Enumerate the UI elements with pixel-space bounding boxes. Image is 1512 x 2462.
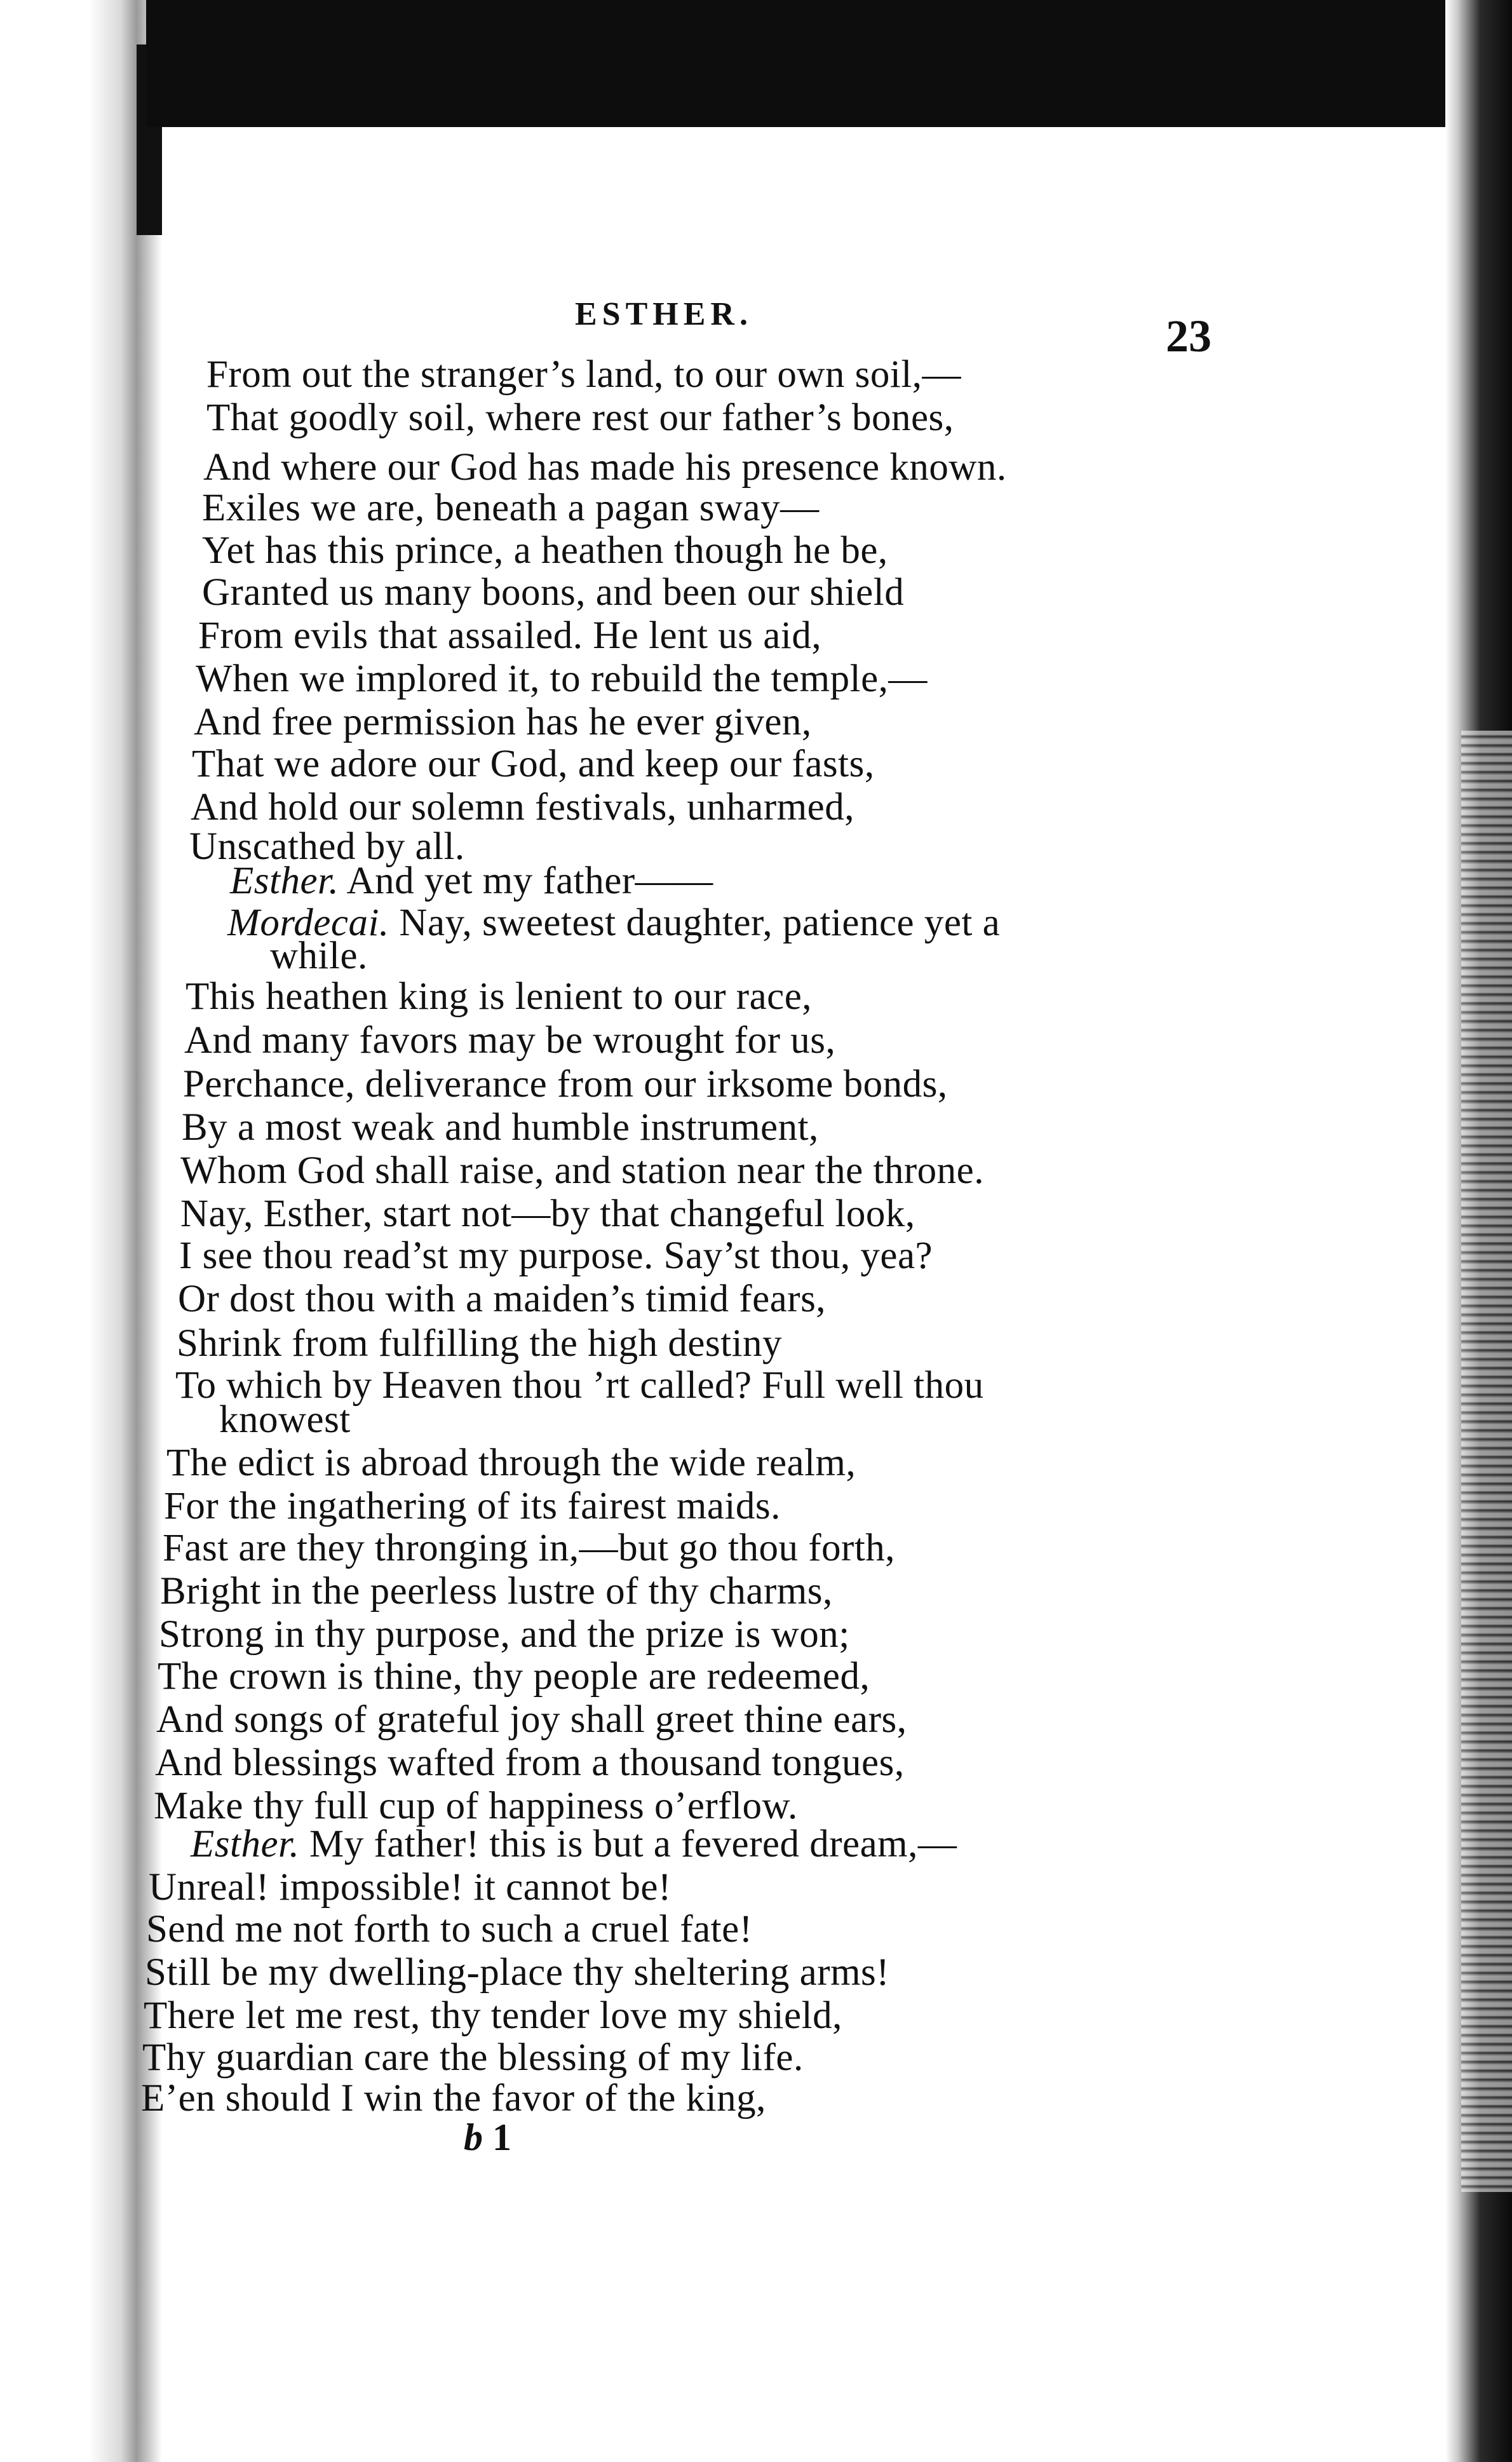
- text-line: Still be my dwelling-place thy sheltering arms!: [145, 1951, 890, 1994]
- text-line: Nay, Esther, start not—by that changeful look,: [180, 1193, 915, 1235]
- text-line: Fast are they thronging in,—but go thou forth,: [163, 1527, 896, 1569]
- text-line: When we implored it, to rebuild the temple,—: [196, 658, 928, 700]
- text-line: Mordecai. Nay, sweetest daughter, patience yet a: [227, 902, 1001, 944]
- text-line: Exiles we are, beneath a pagan sway—: [202, 487, 820, 529]
- text-line: while.: [270, 935, 368, 977]
- text-line: From out the stranger’s land, to our own soil,—: [206, 353, 962, 396]
- running-title: ESTHER.: [575, 296, 753, 332]
- text-line: Thy guardian care the blessing of my life.: [142, 2036, 804, 2079]
- text-line: And blessings wafted from a thousand tongues,: [155, 1742, 905, 1784]
- text-line: And songs of grateful joy shall greet thine ears,: [156, 1698, 907, 1741]
- text-line: Send me not forth to such a cruel fate!: [146, 1908, 753, 1951]
- text-line: knowest: [219, 1398, 351, 1441]
- text-line: Yet has this prince, a heathen though he be,: [202, 529, 888, 572]
- text-line: Perchance, deliverance from our irksome bonds,: [183, 1063, 948, 1106]
- text-line: Esther. My father! this is but a fevered dream,—: [191, 1823, 957, 1865]
- signature-mark: [464, 2116, 511, 2160]
- text-line: Esther. And yet my father——: [230, 860, 713, 902]
- text-line: And where our God has made his presence known.: [203, 446, 1007, 489]
- text-line: I see thou read’st my purpose. Say’st thou, yea?: [179, 1234, 933, 1277]
- text-line: And free permission has he ever given,: [194, 701, 812, 743]
- text-line: Strong in thy purpose, and the prize is won;: [159, 1613, 850, 1656]
- text-line: And hold our solemn festivals, unharmed,: [191, 786, 854, 829]
- text-line: Make thy full cup of happiness o’erflow.: [154, 1785, 798, 1827]
- text-line: From evils that assailed. He lent us aid,: [198, 614, 822, 657]
- text-line: To which by Heaven thou ’rt called? Full well thou: [175, 1364, 984, 1407]
- text-line: Granted us many boons, and been our shield: [202, 571, 905, 614]
- text-line: Unreal! impossible! it cannot be!: [149, 1866, 672, 1909]
- speaker-name: Esther.: [230, 860, 339, 902]
- text-line: For the ingathering of its fairest maids.: [164, 1485, 781, 1527]
- text-line: Whom God shall raise, and station near the throne.: [180, 1149, 984, 1192]
- text-line: Bright in the peerless lustre of thy charms,: [160, 1570, 833, 1613]
- text-line: The crown is thine, thy people are redeemed,: [158, 1655, 870, 1698]
- text-line: Or dost thou with a maiden’s timid fears,: [178, 1278, 827, 1320]
- text-line: That goodly soil, where rest our father’s bones,: [206, 396, 954, 439]
- text-line: There let me rest, thy tender love my shield,: [144, 1994, 842, 2037]
- text-line: Shrink from fulfilling the high destiny: [177, 1322, 783, 1365]
- text-line: This heathen king is lenient to our race,: [186, 975, 813, 1018]
- signature-number: 1: [492, 2116, 511, 2158]
- text-line: The edict is abroad through the wide realm,: [166, 1442, 856, 1484]
- speaker-name: Mordecai.: [227, 902, 389, 944]
- text-line: Unscathed by all.: [189, 825, 465, 868]
- text-line: That we adore our God, and keep our fasts,: [192, 743, 875, 785]
- speaker-name: Esther.: [191, 1823, 300, 1865]
- text-line: And many favors may be wrought for us,: [184, 1019, 836, 1062]
- text-line: By a most weak and humble instrument,: [182, 1106, 819, 1149]
- text-line: E’en should I win the favor of the king,: [141, 2077, 766, 2120]
- page-number: 23: [1166, 311, 1212, 362]
- signature-letter: b: [464, 2116, 483, 2158]
